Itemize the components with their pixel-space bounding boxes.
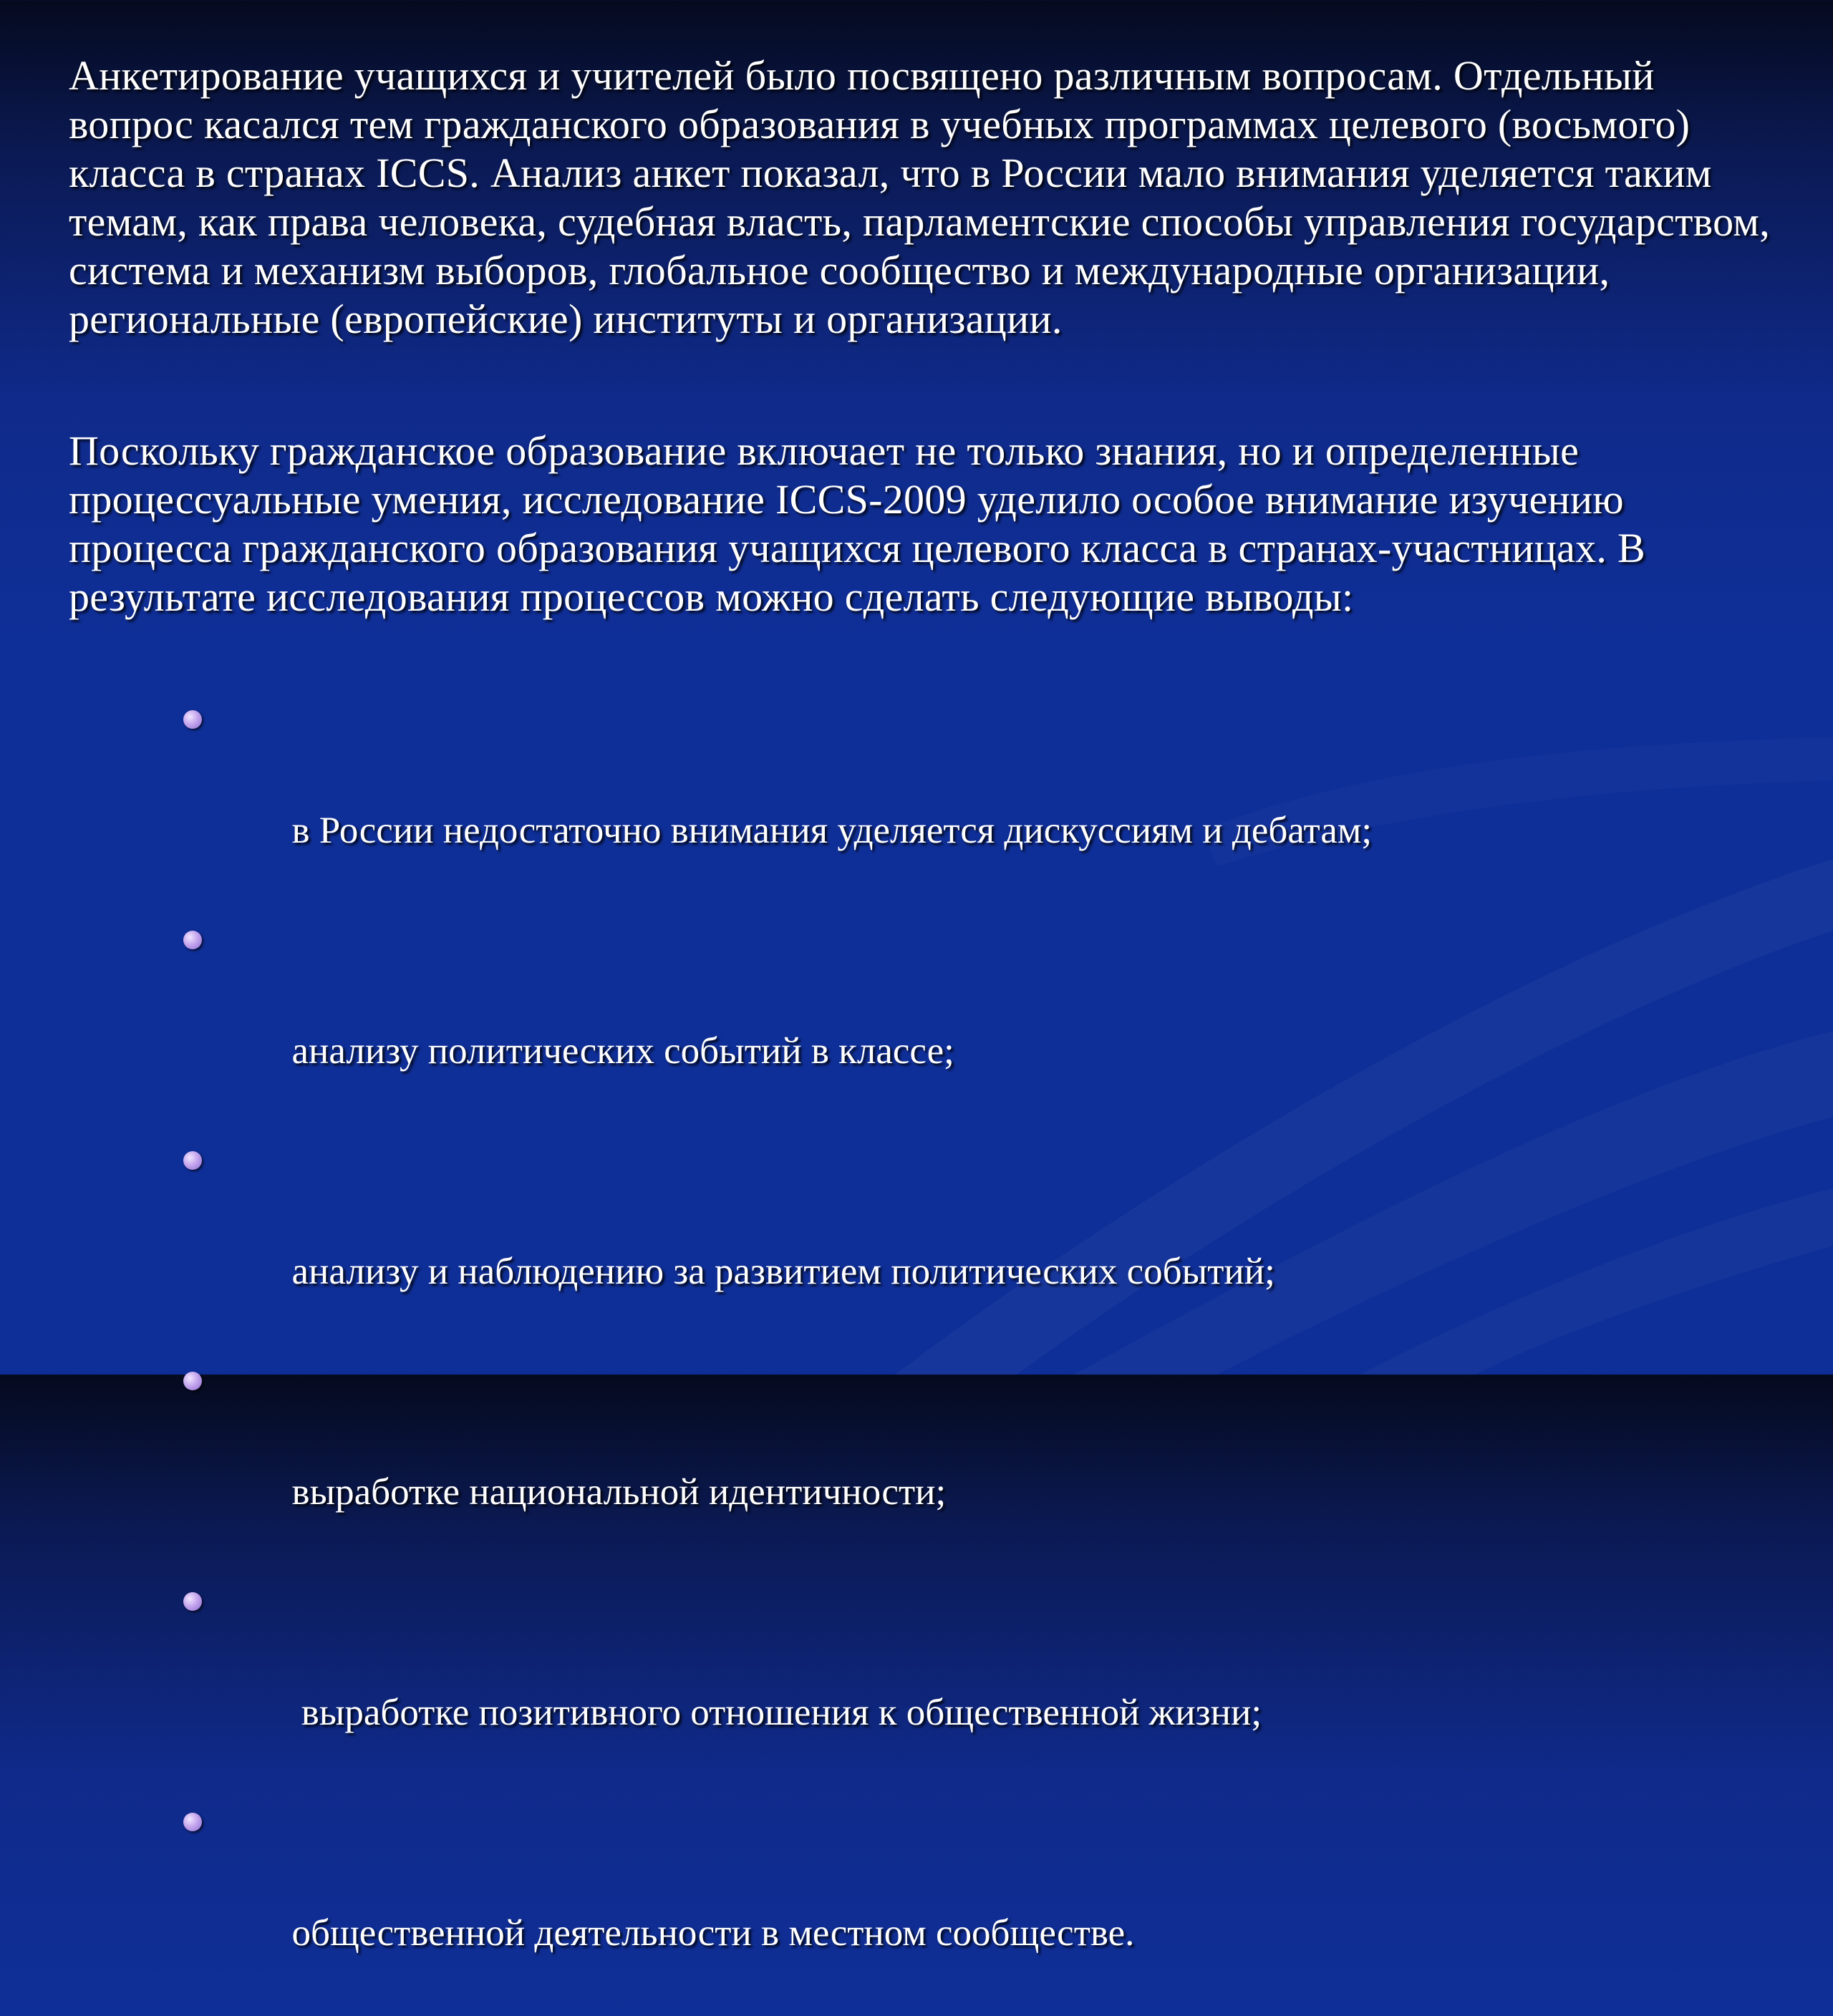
paragraph-survey: Анкетирование учащихся и учителей было посвящено различным вопросам. Отдельный вопрос касался тем гражданского образования в учебных программах целевого (восьмого) класса в странах ICCS. Анализ анкет показал, что в России мало внимания уделяется таким темам, как права человека, судебная власть, парламентские способы управления государством, система и механизм выборов, глобальное сообщество и международные организации, региональные (европейские) институты и организации. — [69, 52, 1771, 342]
round-bullet-icon — [183, 1592, 202, 1611]
slide-content — [69, 52, 1787, 2016]
list-item-text: анализу и наблюдению за развитием политических событий; — [291, 1251, 1275, 1292]
round-bullet-icon — [183, 1372, 202, 1390]
list-item-text: анализу политических событий в классе; — [291, 1030, 954, 1072]
list-item-text: общественной деятельности в местном сообществе. — [291, 1912, 1135, 1954]
round-bullet-icon — [183, 931, 202, 949]
round-bullet-icon — [183, 1151, 202, 1170]
paragraph-civic-education: Поскольку гражданское образование включает не только знания, но и определенные процессуальные умения, исследование ICCS-2009 уделило особое внимание изучению процесса гражданского образования учащихся целевого класса в странах-участницах. В результате исследования процессов можно сделать следующие выводы: — [69, 427, 1646, 620]
conclusions-list — [69, 693, 1787, 2016]
list-item — [183, 1134, 1787, 1354]
list-item — [183, 1575, 1787, 1796]
round-bullet-icon — [183, 1813, 202, 1831]
list-item — [183, 1796, 1787, 2016]
round-bullet-icon — [183, 710, 202, 729]
list-item — [183, 693, 1787, 914]
list-item-text: выработке позитивного отношения к общественной жизни; — [291, 1692, 1262, 1733]
list-item-text: в России недостаточно внимания уделяется дискуссиям и дебатам; — [291, 810, 1373, 851]
list-item — [183, 1354, 1787, 1575]
list-item — [183, 914, 1787, 1134]
list-item-text: выработке национальной идентичности; — [291, 1471, 947, 1513]
